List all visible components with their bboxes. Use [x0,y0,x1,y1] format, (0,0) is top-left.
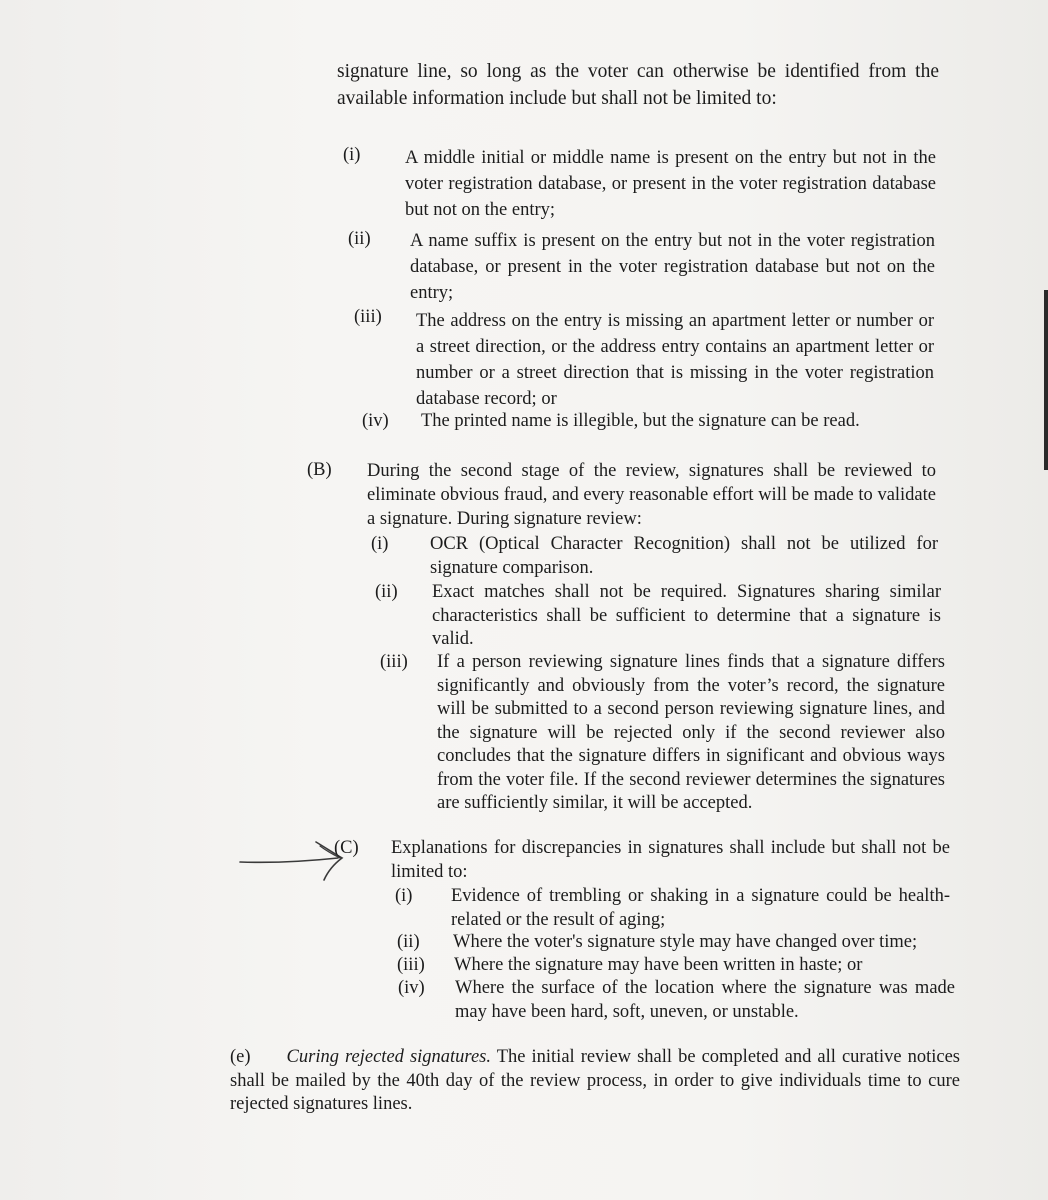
section-b-item-2: Exact matches shall not be required. Signatures sharing similar characteristics shall be sufficient to determine that a signature is valid. [432,582,941,649]
list-a-marker-2: (ii) [348,229,371,249]
list-a-marker-3: (iii) [354,307,382,327]
page-edge-shadow [1044,290,1048,470]
section-b-text: During the second stage of the review, signatures shall be reviewed to eliminate obvious fraud, and every reasonable effort will be made to validate a signature. During signature review: [367,461,936,529]
list-a-marker-1: (i) [343,145,361,165]
section-e-paragraph [230,1046,960,1117]
section-c-item-4: Where the surface of the location where the signature was made may have been hard, soft, uneven, or unstable. [455,978,955,1022]
section-e-marker: (e) [230,1047,251,1067]
section-b-item-marker-1: (i) [371,534,389,554]
list-a-marker-4: (iv) [362,411,389,431]
section-c-item-marker-4: (iv) [398,978,425,998]
section-c-text: Explanations for discrepancies in signatures shall include but shall not be limited to: [391,838,950,882]
list-a-item-1: A middle initial or middle name is present on the entry but not in the voter registration database, or present in the voter registration database but not on the entry; [405,148,936,220]
list-a-item-2: A name suffix is present on the entry but not in the voter registration database, or present in the voter registration database but not on the entry; [410,231,935,303]
section-c-item-marker-3: (iii) [397,955,425,975]
list-a-item-4: The printed name is illegible, but the signature can be read. [421,411,860,431]
section-c-item-marker-1: (i) [395,886,413,906]
section-c-item-1: Evidence of trembling or shaking in a signature could be health-related or the result of aging; [451,886,950,930]
list-a-item-3: The address on the entry is missing an apartment letter or number or a street direction, or the address entry contains an apartment letter or number or a street direction that is missing in the voter registration database record; or [416,311,934,409]
section-c-item-marker-2: (ii) [397,932,420,952]
section-b-item-3: If a person reviewing signature lines finds that a signature differs significantly and obviously from the voter’s record, the signature will be submitted to a second person reviewing signature lines, and the signature will be rejected only if the second reviewer also concludes that the signature differs in significant and obvious ways from the voter file. If the second reviewer determines the signatures are sufficiently similar, it will be accepted. [437,652,945,813]
section-b-item-1: OCR (Optical Character Recognition) shall not be utilized for signature comparison. [430,534,938,578]
section-b-item-marker-3: (iii) [380,652,408,672]
section-e-heading: Curing rejected signatures. [286,1047,491,1067]
section-c-item-2: Where the voter's signature style may have changed over time; [453,932,918,952]
intro-paragraph: signature line, so long as the voter can otherwise be identified from the available information include but shall not be limited to: [337,61,939,109]
section-e-text: The initial review shall be completed and all curative notices shall be mailed by the 40th day of the review process, in order to give individuals time to cure rejected signatures lines. [230,1047,960,1114]
section-b-item-marker-2: (ii) [375,582,398,602]
section-c-item-3: Where the signature may have been written in haste; or [454,955,863,975]
section-b-marker: (B) [307,460,332,480]
section-c-marker: (C) [334,838,359,858]
hand-drawn-arrow-icon [238,838,348,888]
